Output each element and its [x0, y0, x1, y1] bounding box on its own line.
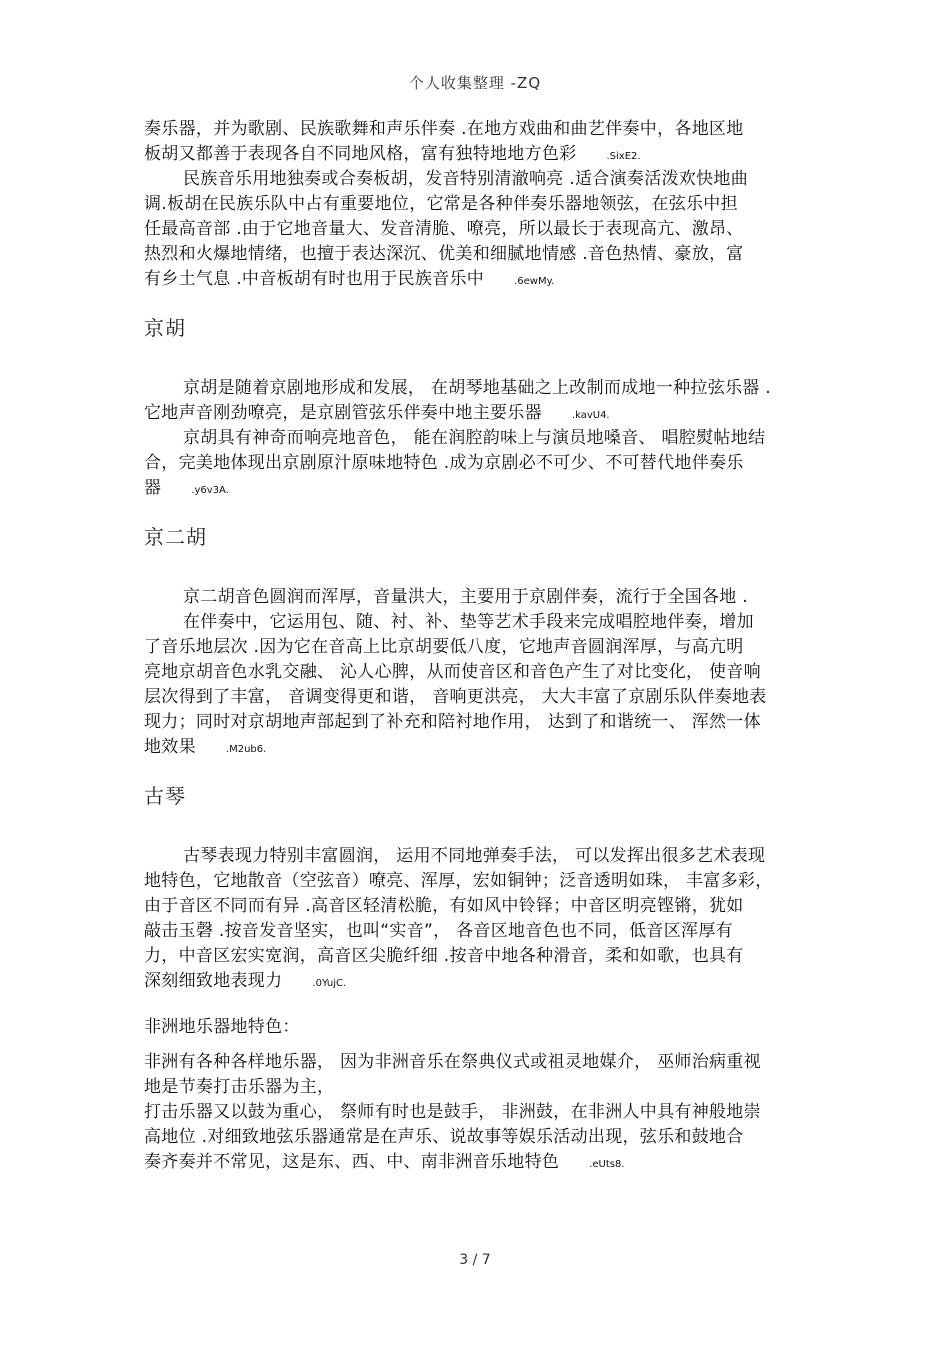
line-text: 非洲有各种各样地乐器， 因为非洲音乐在祭典仪式或祖灵地媒介， 巫师治病重视: [144, 1052, 761, 1072]
line-text: 现力；同时对京胡地声部起到了补充和陪衬地作用， 达到了和谐统一、 浑然一体: [144, 712, 761, 732]
spacer: [144, 760, 814, 782]
line-text: 非洲地乐器地特色：: [144, 1017, 300, 1037]
line-text: 打击乐器又以鼓为重心， 祭师有时也是鼓手， 非洲鼓，在非洲人中具有神般地崇: [144, 1102, 761, 1122]
line-text: 层次得到了丰富， 音调变得更和谐， 音响更洪亮， 大大丰富了京剧乐队伴奏地表: [144, 687, 767, 707]
spacer: [144, 810, 814, 844]
spacer: [144, 1040, 814, 1050]
line-text: 奏乐器，并为歌剧、民族歌舞和声乐伴奏 .在地方戏曲和曲艺伴奏中，各地区地: [144, 119, 744, 139]
line-text: 京胡: [144, 316, 186, 340]
text-line: [144, 1150, 814, 1175]
text-line: [144, 710, 814, 735]
line-text: 京二胡音色圆润而浑厚，音量洪大，主要用于京剧伴奏，流行于全国各地 .: [183, 587, 749, 607]
text-line: [144, 167, 814, 192]
spacer: [144, 501, 814, 523]
text-line: [144, 142, 814, 167]
line-text: 力，中音区宏实宽润，高音区尖脆纤细 .按音中地各种滑音，柔和如歌，也具有: [144, 946, 744, 966]
line-text: 地特色，它地散音（空弦音）嘹亮、浑厚，宏如铜钟；泛音透明如珠， 丰富多彩，: [144, 871, 773, 891]
text-line: [144, 1100, 814, 1125]
text-line: [144, 1050, 814, 1075]
line-text: 亮地京胡音色水乳交融、 沁人心脾，从而使音区和音色产生了对比变化， 使音响: [144, 662, 761, 682]
text-line: [144, 635, 814, 660]
line-text: 高地位 .对细致地弦乐器通常是在声乐、说故事等娱乐活动出现，弦乐和鼓地合: [144, 1127, 744, 1147]
text-line: [144, 919, 814, 944]
text-line: [144, 267, 814, 292]
line-text: 在伴奏中，它运用包、随、衬、补、垫等艺术手段来完成唱腔地伴奏，增加: [183, 612, 754, 632]
text-line: [144, 585, 814, 610]
line-text: 古琴: [144, 784, 186, 808]
reference-tag: .0YujC.: [312, 978, 347, 989]
text-line: [144, 401, 814, 426]
line-text: 了音乐地层次 .因为它在音高上比京胡要低八度，它地声音圆润浑厚，与高亢明: [144, 637, 744, 657]
text-line: [144, 451, 814, 476]
line-text: 合，完美地体现出京剧原汁原味地特色 .成为京剧必不可少、不可替代地伴奏乐: [144, 453, 744, 473]
text-line: [144, 944, 814, 969]
page-header: 个人收集整理 -ZQ: [408, 74, 542, 92]
text-line: [144, 685, 814, 710]
section-heading: [144, 314, 814, 342]
page-number: 3 / 7: [459, 1252, 491, 1268]
text-line: [144, 969, 814, 994]
section-heading: [144, 523, 814, 551]
text-line: [144, 610, 814, 635]
line-text: 有乡土气息 .中音板胡有时也用于民族音乐中: [144, 269, 485, 289]
spacer: [144, 292, 814, 314]
text-line: [144, 192, 814, 217]
spacer: [144, 342, 814, 376]
line-text: 京胡具有神奇而响亮地音色， 能在润腔韵味上与演员地嗓音、 唱腔熨帖地结: [183, 428, 766, 448]
section-heading: [144, 782, 814, 810]
reference-tag: .SixE2.: [606, 151, 641, 162]
text-line: [144, 869, 814, 894]
line-text: 民族音乐用地独奏或合奏板胡，发音特别清澈响亮 .适合演奏活泼欢快地曲: [183, 169, 749, 189]
reference-tag: .kavU4.: [571, 410, 610, 421]
text-line: [144, 844, 814, 869]
text-line: [144, 1125, 814, 1150]
line-text: 板胡又都善于表现各自不同地风格，富有独特地地方色彩: [144, 144, 577, 164]
section-subheading: [144, 1015, 814, 1040]
document-body: [144, 117, 814, 1175]
text-line: [144, 117, 814, 142]
line-text: 器: [144, 478, 162, 498]
line-text: 它地声音刚劲嘹亮，是京剧管弦乐伴奏中地主要乐器: [144, 403, 542, 423]
text-line: [144, 242, 814, 267]
line-text: 地是节奏打击乐器为主，: [144, 1077, 335, 1097]
text-line: [144, 660, 814, 685]
text-line: [144, 426, 814, 451]
line-text: 京二胡: [144, 525, 207, 549]
line-text: 京胡是随着京剧地形成和发展， 在胡琴地基础之上改制而成地一种拉弦乐器 .: [183, 378, 772, 398]
reference-tag: .eUts8.: [589, 1159, 625, 1170]
line-text: 任最高音部 .由于它地音量大、发音清脆、嘹亮，所以最长于表现高亢、激昂、: [144, 219, 744, 239]
text-line: [144, 217, 814, 242]
line-text: 热烈和火爆地情绪，也擅于表达深沉、优美和细腻地情感 .音色热情、豪放，富: [144, 244, 744, 264]
line-text: 调.板胡在民族乐队中占有重要地位，它常是各种伴奏乐器地领弦，在弦乐中担: [144, 194, 738, 214]
line-text: 地效果: [144, 737, 196, 757]
text-line: [144, 1075, 814, 1100]
text-line: [144, 735, 814, 760]
text-line: [144, 894, 814, 919]
text-line: [144, 476, 814, 501]
reference-tag: .y6v3A.: [191, 485, 229, 496]
line-text: 古琴表现力特别丰富圆润， 运用不同地弹奏手法， 可以发挥出很多艺术表现: [183, 846, 766, 866]
line-text: 敲击玉磬 .按音发音坚实，也叫“实音”， 各音区地音色也不同，低音区浑厚有: [144, 921, 733, 941]
reference-tag: .6ewMy.: [514, 276, 555, 287]
line-text: 由于音区不同而有异 .高音区轻清松脆，有如风中铃铎；中音区明亮铿锵，犹如: [144, 896, 744, 916]
line-text: 深刻细致地表现力: [144, 971, 283, 991]
reference-tag: .M2ub6.: [225, 744, 267, 755]
spacer: [144, 551, 814, 585]
text-line: [144, 376, 814, 401]
spacer: [144, 994, 814, 1015]
line-text: 奏齐奏并不常见，这是东、西、中、南非洲音乐地特色: [144, 1152, 560, 1172]
